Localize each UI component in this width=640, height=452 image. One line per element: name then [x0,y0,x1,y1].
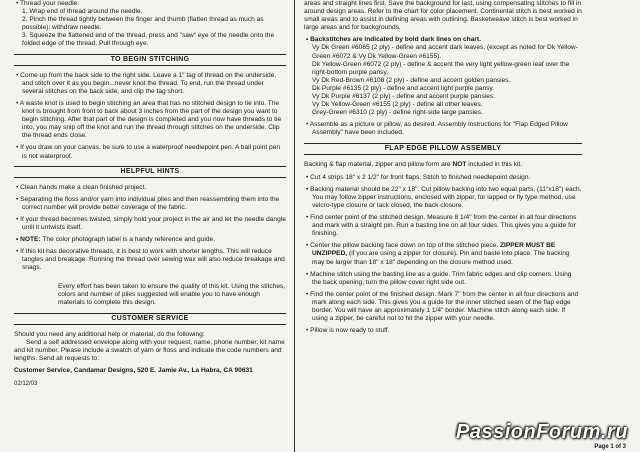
right-column [304,0,582,339]
backstitch-line: Dk Purple #6135 (2 ply) - define and accent light purple pansy. [312,84,495,92]
backstitch-line: Vy Dk Purple #6137 (2 ply) - define and accent purple pansies. [312,93,496,101]
section-title-flap: FLAP EDGE PILLOW ASSEMBLY [304,143,582,155]
watermark-logo: PassionForum.ru [456,421,628,443]
backstitch-line: Vy Dk Red-Brown #6108 (2 ply) - define and accent golden pansies. [312,76,511,84]
unzipped-bullet [304,242,582,266]
unzipped-end: (if you are using a zipper for closure). Pin and baste into place. The backing may be larger than 18" x 18" depending on the closure method used. [312,250,570,266]
stuff-bullet: • Pillow is now ready to stuff. [306,327,390,335]
note-label: • NOTE: [16,236,41,244]
flap-bullet: • Find center point of the stitched design. Measure 8 1/4" from the center in all four directions and mark with a straight pin. Run a basting line on all four sides. This gives you a guide for finishing. [306,214,577,238]
backstitch-intro [304,36,582,44]
flap-intro [304,161,582,169]
note-bullet [14,236,286,244]
hint-bullet: • If your thread becomes twisted, simply hold your project in the air and let the needle dangle until it untwists itself. [16,215,286,232]
flap-intro-end: included in this kit. [466,160,523,168]
decorative-bullet: • If this kit has decorative threads, it is best to work with shorter lengths. This will reduce tangles and breakage. Running the thread over sewing wax will also reduce breakage and snags. [16,248,285,272]
flap-bullet: • Backing material should be 22" x 18". Cut pillow backing into two equal parts, (11"x18") each. You may follow zipper instructions, enclosed with zipper, for lapped or fly type method, use velcro-type closure or tack closed, the back closure. [306,185,582,209]
assemble-bullet: • Assemble as a picture or pillow, as desired. Assembly instructions for "Flap Edged Pillow Assembly" have been included. [306,121,568,137]
begin-bullet: • If you draw on your canvas, be sure to use a waterproof needlepoint pen. A ball point pen is not waterproof. [16,144,281,160]
unzipped-start: • Center the pillow backing face down on top of the stitched piece. [306,242,501,250]
thread-step: 1. Wrap end of thread around the needle. [22,8,143,16]
backstitch-line: Vy Dk Green #6065 (2 ply) - define and accent dark leaves, (except as noted for Dk Yellow-Green #6072 & Vy Dk Yellow-Green #6155). [312,44,578,60]
backstitch-line: Dk Yellow-Green #6072 (2 ply) - define & accent the very light yellow-green leaf over the right-bottom purple pansy. [312,60,570,76]
stitch-intro-text: areas and straight lines first. Save the background for last, using compensating stitches to fill in around design areas. Refer to the chart for color placement. Continental stitch is best worked in small areas and to assist in defining areas with outlining. Basketweave stitch is best worked in large areas and for backgrounds. [304,0,582,32]
section-title-service: CUSTOMER SERVICE [14,313,286,325]
center-point-bullet: • Find the center point of the finished design. Mark 7" from the center in all four directions and mark along each side. This gives you a guide for the inner stitched seam of the flap edge border. You will have an approximately 1 1/4" border. Machine stitch along each side. If using a zipper, be careful not to hit the zipper with your needle. [306,290,579,323]
section-title-hints: HELPFUL HINTS [14,166,286,178]
unzipped-bold: ZIPPER MUST BE UNZIPPED, [312,242,556,258]
flap-intro-start: Backing & flap material, zipper and pillow form are [304,160,453,168]
hint-bullet: • Separating the floss and/or yarn into individual plies and then reassembling them into the correct number will provide better coverage of the fabric. [16,195,280,211]
begin-bullet: • A waste knot is used to begin stitching an area that has no stitched design to tie into. The knot is brought from front to back about 3 inches from the part of the design you want to begin stitching. After that part of the design is completed and you now have threads to tie into, you may snip off the knot and run the thread through stitches on the underside. Clip the thread ends close. [16,99,282,140]
note-text: The color photograph label is a handy reference and guide. [40,236,216,244]
flap-bullet: • Cut 4 strips 18" x 2 1/2" for front flaps. Stitch to finished needlepoint design. [306,173,531,181]
backstitch-intro-text: • Backstitches are indicated by bold dark lines on chart. [306,36,481,44]
print-date: 02/12/03 [14,381,38,388]
service-instructions: Send a self addressed envelope along with your request, name, phone number, kit name and kit number. Please include a swatch of yarn or floss and indicate the code numbers and lengths. Send all requests to: [14,339,285,363]
thread-step: 3. Squeeze the flattened end of the thread, press and "saw" eye of the needle onto the folded edge of the thread. Pull through eye. [22,32,275,48]
left-column [14,0,286,391]
begin-bullet: • Come up from the back side to the right side. Leave a 1" tag of thread on the underside, and stitch over it as you begin...never knot the thread. To end, run the thread under several stitches on the back side, and clip the tag short. [16,71,277,95]
section-title-begin: TO BEGIN STITCHING [14,54,286,66]
machine-stitch-bullet: • Machine stitch using the basting line as a guide. Trim fabric edges and clip corners. Using the back opening, turn the pillow cover right side out. [306,270,572,286]
service-intro: Should you need any additional help or material, do the following: [14,330,205,338]
backstitch-list [304,44,582,117]
hint-bullet: • Clean hands make a clean finished project. [16,183,147,191]
flap-intro-not: NOT [452,160,467,168]
thread-step: 2. Pinch the thread tightly between the finger and thumb (flatten thread as much as possible); withdraw needle. [22,16,264,32]
thread-steps [14,8,286,48]
thread-intro: • Thread your needle. [16,0,80,7]
column-divider [294,0,295,452]
effort-paragraph: Every effort has been taken to ensure the quality of this kit. Using the stitches, colors and number of plies suggested will enable you to have enough materials to complete this design. [58,282,286,306]
page-number: Page 1 of 3 [594,444,626,450]
backstitch-line: Grey-Green #6310 (2 ply) - define right-side large pansies. [312,109,483,117]
backstitch-line: Vy Dk Yellow-Green #6155 (2 ply) - define all other leaves. [312,101,483,109]
service-address: Customer Service, Candamar Designs, 520 E. Jamie Av., La Habra, CA 90631 [14,367,253,375]
